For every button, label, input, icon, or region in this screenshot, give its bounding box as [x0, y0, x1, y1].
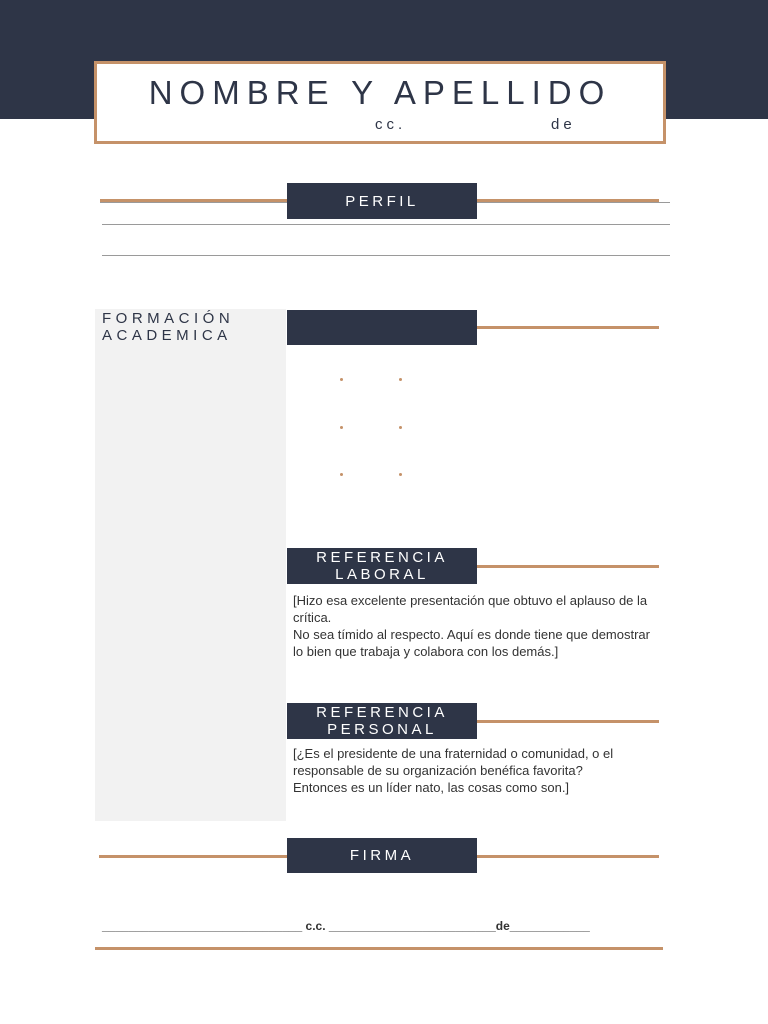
firma-rule-right: [477, 855, 659, 858]
candidate-name: NOMBRE Y APELLIDO: [148, 74, 612, 111]
perfil-rule-right: [477, 199, 659, 202]
section-header-referencia-personal: REFERENCIA PERSONAL: [287, 703, 477, 739]
sidebar-title-formacion: FORMACIÓN ACADEMICA: [102, 310, 235, 344]
formacion-rule: [477, 326, 659, 329]
de-label: de: [551, 116, 576, 133]
bottom-rule: [95, 947, 663, 950]
section-header-referencia-laboral: REFERENCIA LABORAL: [287, 548, 477, 584]
name-box: [94, 61, 666, 144]
cc-label: cc.: [375, 116, 407, 133]
section-header-perfil: PERFIL: [287, 183, 477, 219]
perfil-line-1: [102, 224, 670, 225]
referencia-laboral-rule: [477, 565, 659, 568]
bullet-dot: [340, 378, 343, 381]
firma-rule-left: [99, 855, 287, 858]
bullet-dot: [399, 378, 402, 381]
referencia-laboral-text: [Hizo esa excelente presentación que obtuvo el aplauso de la crítica. No sea tímido al respecto. Aquí es donde tiene que demostrar lo bien que trabaja y colabora con los demás.]: [293, 593, 650, 659]
sidebar-panel: [95, 309, 286, 821]
bullet-dot: [399, 426, 402, 429]
signature-line: ______________________________ c.c. _________________________de____________: [102, 919, 590, 933]
bullet-dot: [340, 473, 343, 476]
section-header-formacion: [287, 310, 477, 345]
perfil-line-2: [102, 255, 670, 256]
referencia-personal-text: [¿Es el presidente de una fraternidad o comunidad, o el responsable de su organización benéfica favorita? Entonces es un líder nato, las cosas como son.]: [293, 746, 614, 795]
referencia-personal-rule: [477, 720, 659, 723]
bullet-dot: [399, 473, 402, 476]
section-header-firma: FIRMA: [287, 838, 477, 873]
bullet-dot: [340, 426, 343, 429]
